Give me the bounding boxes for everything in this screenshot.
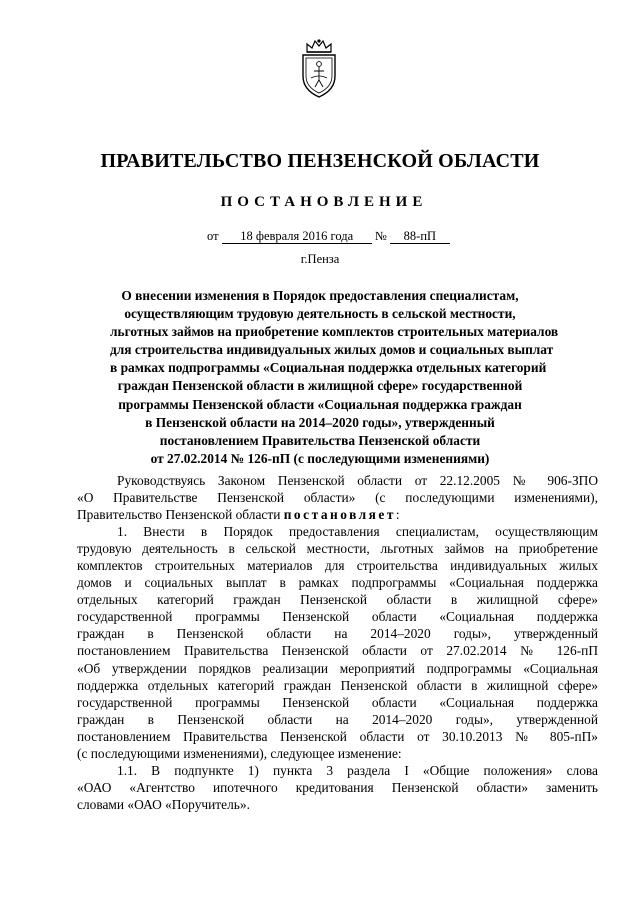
subject-line: в рамках подпрограммы «Социальная поддержка отдельных категорий: [110, 360, 547, 376]
clause-1-line: постановлением Правительства Пензенской области от 30.10.2013 № 805-пП»: [77, 728, 598, 744]
government-title: ПРАВИТЕЛЬСТВО ПЕНЗЕНСКОЙ ОБЛАСТИ: [100, 150, 540, 172]
preamble-colon: :: [395, 507, 400, 523]
clause-1-line: отдельных категорий граждан Пензенской области в жилищной сфере»: [77, 592, 598, 608]
document-type: ПОСТАНОВЛЕНИЕ: [220, 194, 428, 210]
document-date: 18 февраля 2016 года: [222, 229, 372, 244]
subject-line: для строительства индивидуальных жилых домов и социальных выплат: [110, 342, 554, 358]
clause-1-line: домов и социальных выплат в рамках подпрограммы «Социальная поддержка: [77, 575, 598, 591]
clause-1-line: 1. Внести в Порядок предоставления специалистам, осуществляющим: [117, 524, 598, 540]
clause-1-line: государственной программы Пензенской области «Социальная поддержка: [77, 694, 598, 710]
subject-line: льготных займов на приобретение комплектов строительных материалов: [110, 324, 559, 340]
document-subject: [110, 287, 559, 468]
clause-1-line: граждан в Пензенской области на 2014–2020 годы», утвержденной: [77, 711, 598, 727]
clause-1-line: государственной программы Пензенской области «Социальная поддержка: [77, 609, 598, 625]
clause-1-line: трудовую деятельность в сельской местности, льготных займов на приобретение: [77, 541, 598, 557]
date-number-line: [207, 229, 450, 244]
document-body: [77, 472, 598, 813]
number-prefix: №: [374, 229, 387, 243]
clause-1-1-line: словами «ОАО «Поручитель».: [77, 796, 250, 812]
clause-1-line: поддержка отдельных категорий граждан Пензенской области в жилищной сфере»: [77, 677, 598, 693]
preamble-line: [77, 506, 598, 523]
subject-line: в Пензенской области на 2014–2020 годы», утвержденный: [145, 414, 495, 430]
subject-line: от 27.02.2014 № 126-пП (с последующими изменениями): [150, 450, 490, 466]
subject-line: О внесении изменения в Порядок предоставления специалистам,: [121, 288, 519, 303]
subject-line: постановлением Правительства Пензенской области: [159, 432, 481, 448]
clause-1-1-line: 1.1. В подпункте 1) пункта 3 раздела I «Общие положения» слова: [117, 762, 598, 778]
date-prefix: от: [207, 229, 219, 243]
clause-1-line: (с последующими изменениями), следующее изменение:: [77, 745, 402, 761]
city: г.Пенза: [300, 252, 340, 266]
preamble-line: «О Правительстве Пензенской области» (с последующими изменениями),: [77, 490, 598, 506]
clause-1-line: комплектов строительных материалов для строительства индивидуальных жилых: [77, 558, 598, 574]
document-number: 88-пП: [390, 229, 450, 244]
clause-1-line: постановлением Правительства Пензенской области от 27.02.2014 № 126-пП: [77, 643, 598, 659]
penza-coat-of-arms-icon: [295, 38, 343, 100]
preamble-line: Руководствуясь Законом Пензенской области от 22.12.2005 № 906-ЗПО: [117, 473, 598, 488]
resolves-keyword: постановляет: [283, 507, 396, 523]
clause-1-line: «Об утверждении порядков реализации мероприятий подпрограммы «Социальная: [77, 660, 598, 676]
clause-1-line: граждан в Пензенской области на 2014–2020 годы», утвержденный: [77, 626, 598, 642]
clause-1-1-line: «ОАО «Агентство ипотечного кредитования Пензенской области» заменить: [77, 779, 598, 795]
subject-line: граждан Пензенской области в жилищной сфере» государственной: [117, 378, 523, 394]
subject-line: осуществляющим трудовую деятельность в сельской местности,: [124, 306, 516, 322]
preamble-text: Правительство Пензенской области: [77, 507, 284, 523]
subject-line: программы Пензенской области «Социальная поддержка граждан: [118, 396, 522, 412]
